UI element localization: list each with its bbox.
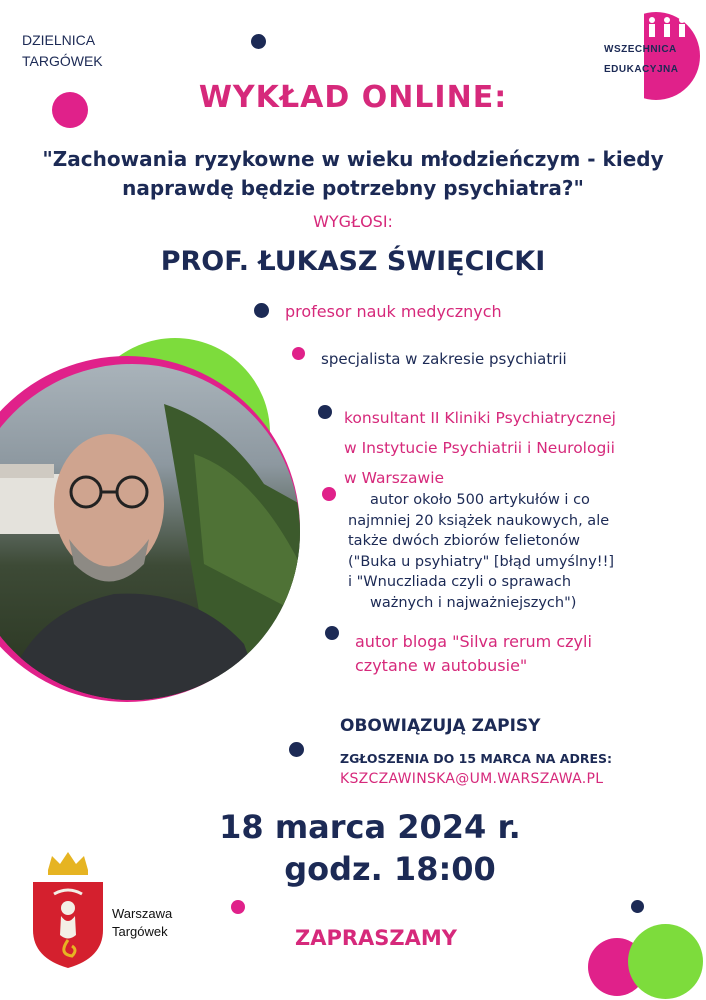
- bio-item-3: [344, 403, 616, 493]
- warsaw-crest: [28, 850, 108, 970]
- event-date: 18 marca 2024 r.: [219, 808, 521, 846]
- decor-dot-pink: [231, 900, 245, 914]
- subtitle-line1: "Zachowania ryzykowne w wieku młodzieńczym - kiedy: [42, 147, 664, 171]
- bio-line: czytane w autobusie": [355, 656, 528, 675]
- bio-item-2: [321, 348, 567, 370]
- bullet-navy: [254, 303, 269, 318]
- bio-line: profesor nauk medycznych: [285, 302, 502, 321]
- bullet-pink: [322, 487, 336, 501]
- speaker-name: PROF. ŁUKASZ ŚWIĘCICKI: [160, 246, 546, 277]
- bio-line: w Warszawie: [344, 469, 445, 487]
- decor-dot-navy: [251, 34, 266, 49]
- district-line1: DZIELNICA: [22, 32, 96, 48]
- footer-district: Targówek: [112, 924, 168, 939]
- bullet-pink: [292, 347, 305, 360]
- invite-text: ZAPRASZAMY: [294, 926, 457, 950]
- bio-item-1: [285, 301, 502, 323]
- logo-text-top: WSZECHNICA: [604, 44, 677, 55]
- lecture-subtitle: [20, 145, 686, 203]
- registration-email[interactable]: KSZCZAWINSKA@UM.WARSZAWA.PL: [340, 771, 604, 787]
- bio-line: specjalista w zakresie psychiatrii: [321, 350, 567, 368]
- bio-line: autor około 500 artykułów i co: [370, 492, 590, 508]
- district-label: [22, 30, 103, 72]
- page-title: WYKŁAD ONLINE:: [198, 80, 508, 115]
- bio-line: autor bloga "Silva rerum czyli: [355, 632, 592, 651]
- event-time: godz. 18:00: [284, 850, 496, 888]
- bio-line: także dwóch zbiorów felietonów: [348, 533, 580, 549]
- bio-line: w Instytucie Psychiatrii i Neurologii: [344, 439, 615, 457]
- bio-item-5: [355, 630, 592, 678]
- subtitle-line2: naprawdę będzie potrzebny psychiatra?": [122, 176, 584, 200]
- people-figures-icon: [612, 16, 690, 38]
- bio-line: najmniej 20 książek naukowych, ale: [348, 512, 610, 529]
- bio-item-4: [348, 490, 614, 613]
- footer-city: Warszawa: [112, 906, 173, 921]
- registration-deadline: ZGŁOSZENIA DO 15 MARCA NA ADRES:: [340, 751, 613, 766]
- bio-line: i "Wnuczliada czyli o sprawach: [348, 574, 572, 590]
- district-line2: TARGÓWEK: [22, 53, 103, 69]
- logo-text-bottom: EDUKACYJNA: [604, 64, 679, 75]
- bullet-navy: [289, 742, 304, 757]
- decor-dot-navy: [631, 900, 644, 913]
- registration-heading: OBOWIĄZUJĄ ZAPISY: [340, 716, 541, 736]
- bio-line: ("Buka u psyhiatry" [błąd umyślny!!]: [348, 553, 615, 570]
- speaker-label: WYGŁOSI:: [313, 212, 393, 231]
- bio-line: ważnych i najważniejszych"): [370, 594, 577, 611]
- bio-line: konsultant II Kliniki Psychiatrycznej: [344, 409, 616, 427]
- crest-icon: [28, 850, 108, 970]
- bullet-navy: [318, 405, 332, 419]
- bullet-navy: [325, 626, 339, 640]
